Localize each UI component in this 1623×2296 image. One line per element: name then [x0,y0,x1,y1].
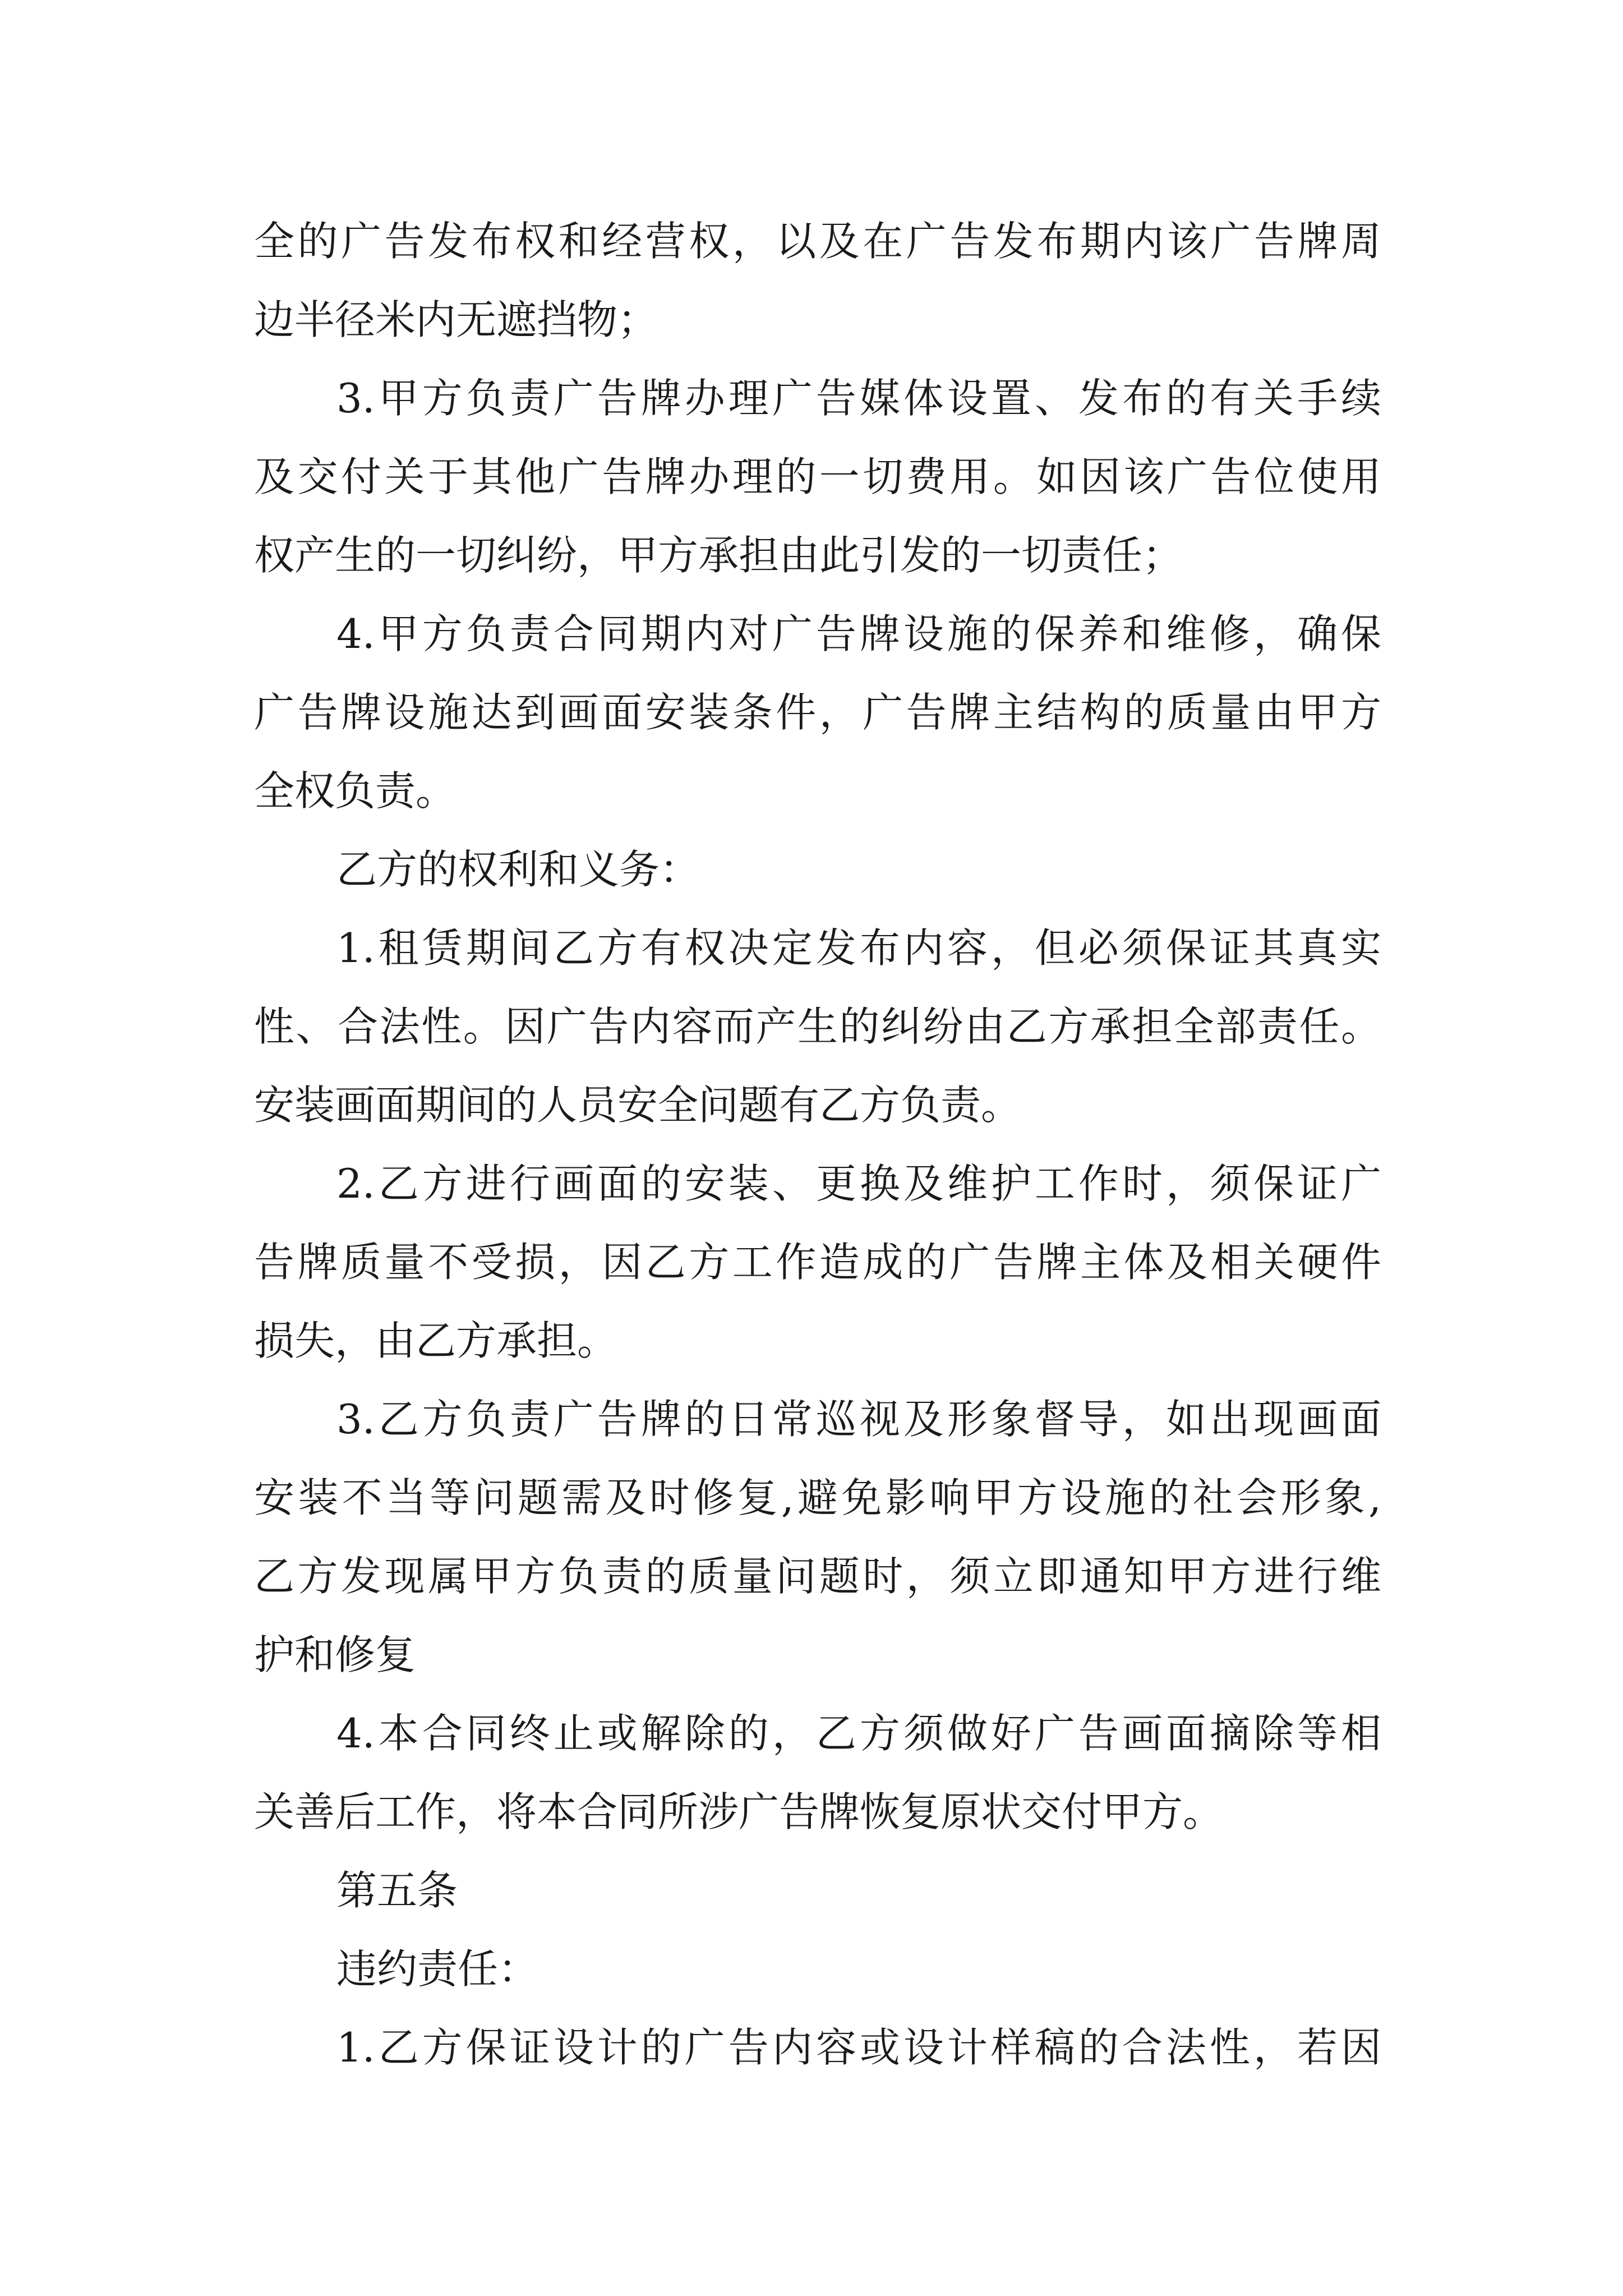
text-line: 边半径米内无遮挡物； [254,296,658,343]
text-line: 安装不当等问题需及时修复,避免影响甲方设施的社会形象, [254,1474,1381,1521]
text-line: 告牌质量不受损，因乙方工作造成的广告牌主体及相关硬件 [254,1239,1381,1286]
text-line: 安装画面期间的人员安全问题有乙方负责。 [254,1082,1022,1129]
section-heading: 违约责任： [336,1945,539,1993]
text-line: 2.乙方进行画面的安装、更换及维护工作时，须保证广 [336,1160,1381,1207]
text-line: 1.租赁期间乙方有权决定发布内容，但必须保证其真实 [336,924,1381,972]
text-line: 及交付关于其他广告牌办理的一切费用。如因该广告位使用 [254,453,1381,500]
text-line: 性、合法性。因广告内容而产生的纠纷由乙方承担全部责任。 [254,1003,1381,1050]
text-line: 3.甲方负责广告牌办理广告媒体设置、发布的有关手续 [336,375,1381,422]
text-line: 4.本合同终止或解除的，乙方须做好广告画面摘除等相 [336,1710,1381,1757]
text-line: 损失，由乙方承担。 [254,1317,618,1364]
article-heading: 第五条 [336,1867,458,1914]
text-line: 权产生的一切纠纷，甲方承担由此引发的一切责任； [254,532,1183,579]
text-line: 护和修复 [254,1631,416,1678]
text-line: 关善后工作，将本合同所涉广告牌恢复原状交付甲方。 [254,1788,1224,1835]
text-line: 乙方发现属甲方负责的质量问题时，须立即通知甲方进行维 [254,1553,1381,1600]
text-line: 广告牌设施达到画面安装条件，广告牌主结构的质量由甲方 [254,689,1381,736]
text-line: 3.乙方负责广告牌的日常巡视及形象督导，如出现画面 [336,1396,1381,1443]
text-line: 全的广告发布权和经营权，以及在广告发布期内该广告牌周 [254,218,1381,265]
section-heading: 乙方的权利和义务： [336,846,700,893]
text-line: 1.乙方保证设计的广告内容或设计样稿的合法性，若因 [336,2024,1381,2071]
text-line: 4.甲方负责合同期内对广告牌设施的保养和维修，确保 [336,610,1381,657]
text-line: 全权负责。 [254,767,457,815]
